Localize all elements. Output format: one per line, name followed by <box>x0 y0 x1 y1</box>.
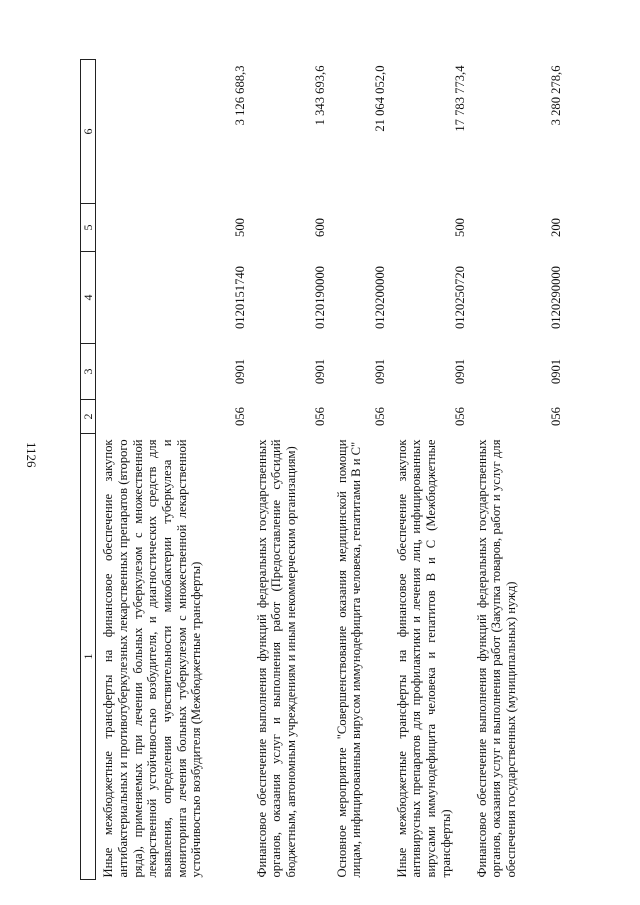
row-target-code: 0120290000 <box>548 266 563 329</box>
page-number: 1126 <box>24 442 39 468</box>
row-amount: 3 280 278,6 <box>548 65 563 126</box>
row-ministry-code: 056 <box>312 407 327 426</box>
table-row <box>330 60 390 880</box>
row-expense-type <box>330 204 390 252</box>
column-header: 1 <box>81 434 96 880</box>
row-section-code: 0901 <box>312 358 327 385</box>
row-description: Основное мероприятие "Совершенствование оказания медицинской помощи лицам, инфицированным вирусом иммунодефицита человека, гепатитами В и С" <box>334 439 364 878</box>
row-ministry-code: 056 <box>232 407 247 426</box>
row-amount: 21 064 052,0 <box>372 65 387 132</box>
row-target-code: 0120151740 <box>232 266 247 329</box>
row-amount: 3 126 688,3 <box>232 65 247 126</box>
row-expense-type: 600 <box>312 218 327 237</box>
column-header: 5 <box>81 204 96 252</box>
row-target-code: 0120200000 <box>372 266 387 329</box>
row-expense-type: 500 <box>452 218 467 237</box>
row-target-code: 0120190000 <box>312 266 327 329</box>
row-description: Иные межбюджетные трансферты на финансовое обеспечение закупок антивирусных препаратов для профилактики и лечения лиц, инфицированных вирусами иммунодефицита человека и гепатитов В и С (Межбюджетные трансферты) <box>394 439 453 878</box>
row-section-code: 0901 <box>548 358 563 385</box>
row-ministry-code: 056 <box>548 407 563 426</box>
column-header: 4 <box>81 252 96 344</box>
row-amount: 17 783 773,4 <box>452 65 467 132</box>
table-row <box>470 60 566 880</box>
column-header: 6 <box>81 60 96 204</box>
row-expense-type: 200 <box>548 218 563 237</box>
row-ministry-code: 056 <box>452 407 467 426</box>
row-section-code: 0901 <box>452 358 467 385</box>
rotated-table-container <box>80 60 565 880</box>
column-header: 3 <box>81 344 96 400</box>
table-row <box>250 60 330 880</box>
row-section-code: 0901 <box>372 358 387 385</box>
row-description: Финансовое обеспечение выполнения функций федеральных государственных органов, оказания услуг и выполнения работ (Закупка товаров, работ и услуг для обеспечения государственных (муниципальных) нужд) <box>474 439 518 878</box>
row-description: Иные межбюджетные трансферты на финансовое обеспечение закупок антибактериальных и противотуберкулезных лекарственных препаратов (второго ряда), применяемых при лечении больных туберкулезом с множественной лекарственной устойчивостью возбудителя, и диагностических средств для выявления, определения чувствительности микобактерии туберкулеза и мониторинга лечения больных туберкулезом с множественной лекарственной устойчивостью возбудителя (Межбюджетные трансферты) <box>101 439 204 878</box>
column-header-row <box>81 60 96 880</box>
table-row <box>390 60 470 880</box>
row-ministry-code: 056 <box>372 407 387 426</box>
row-amount: 1 343 693,6 <box>312 65 327 126</box>
row-section-code: 0901 <box>232 358 247 385</box>
column-header: 2 <box>81 400 96 434</box>
row-expense-type: 500 <box>232 218 247 237</box>
budget-table <box>80 59 566 880</box>
table-row <box>96 60 250 880</box>
row-description: Финансовое обеспечение выполнения функций федеральных государственных органов, оказания услуг и выполнения работ (Предоставление субсидий бюджетным, автономным учреждениям и иным некоммерческим организациям) <box>254 439 298 878</box>
row-target-code: 0120250720 <box>452 266 467 329</box>
